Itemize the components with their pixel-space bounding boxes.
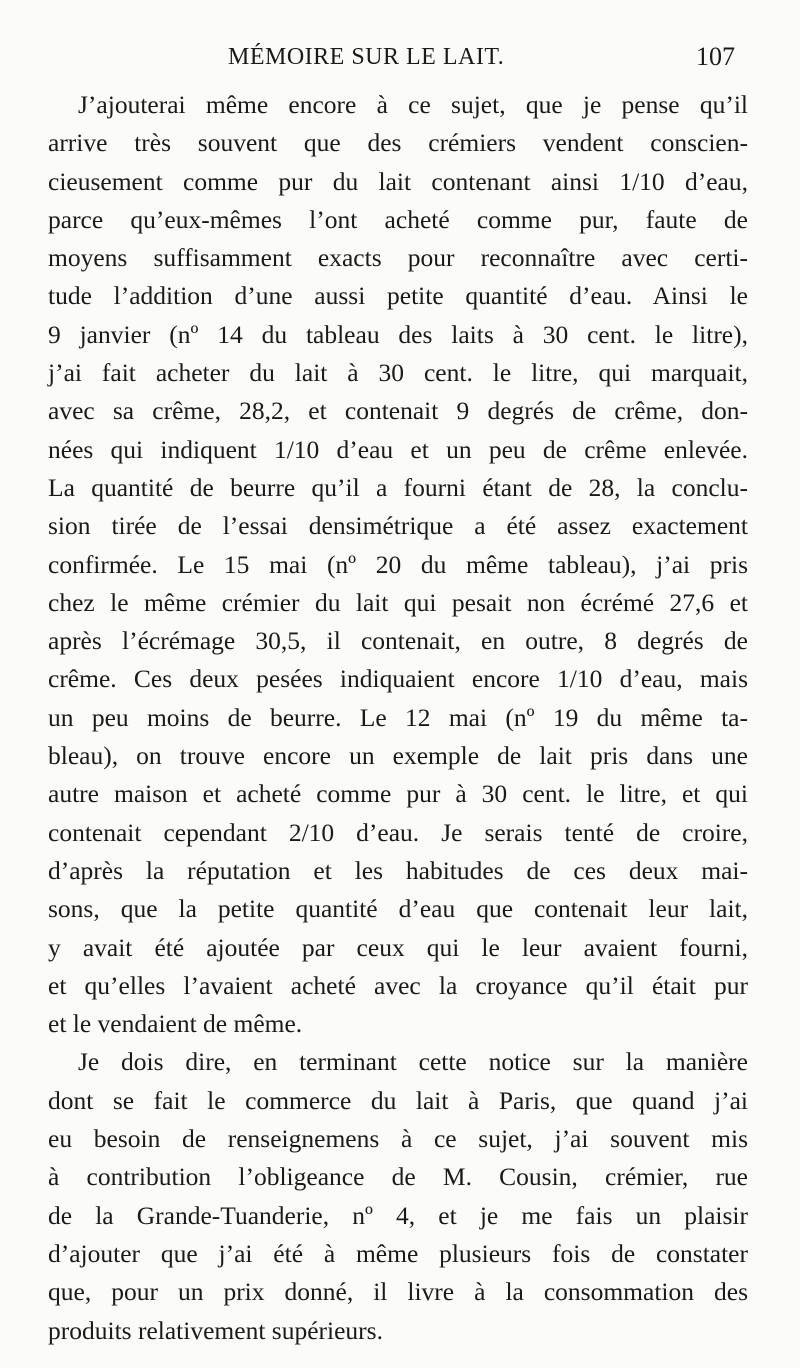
text-line: 9 janvier (nº 14 du tableau des laits à 30 cent. le litre),	[48, 319, 748, 349]
text-line: produits relativement supérieurs.	[48, 1315, 383, 1345]
text-line: sion tirée de l’essai densimétrique a été assez exactement	[48, 511, 748, 541]
text-line: crême. Ces deux pesées indiquaient encore 1/10 d’eau, mais	[48, 664, 748, 694]
text-line: et le vendaient de même.	[48, 1009, 303, 1039]
text-line: et qu’elles l’avaient acheté avec la croyance qu’il était pur	[48, 970, 748, 1000]
text-line: dont se fait le commerce du lait à Paris, que quand j’ai	[48, 1085, 748, 1115]
text-line: que, pour un prix donné, il livre à la consommation des	[48, 1277, 748, 1307]
text-line: La quantité de beurre qu’il a fourni étant de 28, la conclu-	[48, 472, 748, 502]
text-line: d’après la réputation et les habitudes de ces deux mai-	[48, 855, 748, 885]
text-line: confirmée. Le 15 mai (nº 20 du même tableau), j’ai pris	[48, 549, 748, 579]
running-head-title: MÉMOIRE SUR LE LAIT.	[228, 44, 505, 70]
body-text	[48, 86, 748, 1350]
running-head	[0, 40, 800, 74]
text-line: arrive très souvent que des crémiers vendent conscien-	[48, 128, 748, 158]
text-line: d’ajouter que j’ai été à même plusieurs fois de constater	[48, 1238, 748, 1268]
page-number: 107	[696, 42, 735, 71]
text-line: cieusement comme pur du lait contenant ainsi 1/10 d’eau,	[48, 166, 748, 196]
text-line: J’ajouterai même encore à ce sujet, que je pense qu’il	[78, 90, 748, 119]
text-line: y avait été ajoutée par ceux qui le leur avaient fourni,	[48, 932, 748, 962]
text-line: eu besoin de renseignemens à ce sujet, j’ai souvent mis	[48, 1124, 748, 1154]
text-line: j’ai fait acheter du lait à 30 cent. le litre, qui marquait,	[48, 358, 748, 388]
text-line: de la Grande-Tuanderie, nº 4, et je me fais un plaisir	[48, 1200, 748, 1230]
text-line: Je dois dire, en terminant cette notice sur la manière	[78, 1047, 748, 1077]
text-line: autre maison et acheté comme pur à 30 cent. le litre, et qui	[48, 779, 748, 809]
text-line: à contribution l’obligeance de M. Cousin, crémier, rue	[48, 1162, 748, 1192]
text-line: moyens suffisamment exacts pour reconnaître avec certi-	[48, 243, 748, 273]
text-line: bleau), on trouve encore un exemple de lait pris dans une	[48, 741, 748, 771]
text-line: avec sa crême, 28,2, et contenait 9 degrés de crême, don-	[48, 396, 748, 426]
text-line: après l’écrémage 30,5, il contenait, en outre, 8 degrés de	[48, 626, 748, 656]
text-line: un peu moins de beurre. Le 12 mai (nº 19 du même ta-	[48, 702, 748, 732]
text-line: chez le même crémier du lait qui pesait non écrémé 27,6 et	[48, 587, 748, 617]
text-line: tude l’addition d’une aussi petite quantité d’eau. Ainsi le	[48, 281, 748, 311]
text-line: sons, que la petite quantité d’eau que contenait leur lait,	[48, 894, 748, 924]
text-line: contenait cependant 2/10 d’eau. Je serais tenté de croire,	[48, 817, 748, 847]
text-line: parce qu’eux-mêmes l’ont acheté comme pur, faute de	[48, 204, 748, 234]
text-line: nées qui indiquent 1/10 d’eau et un peu de crême enlevée.	[48, 434, 748, 464]
